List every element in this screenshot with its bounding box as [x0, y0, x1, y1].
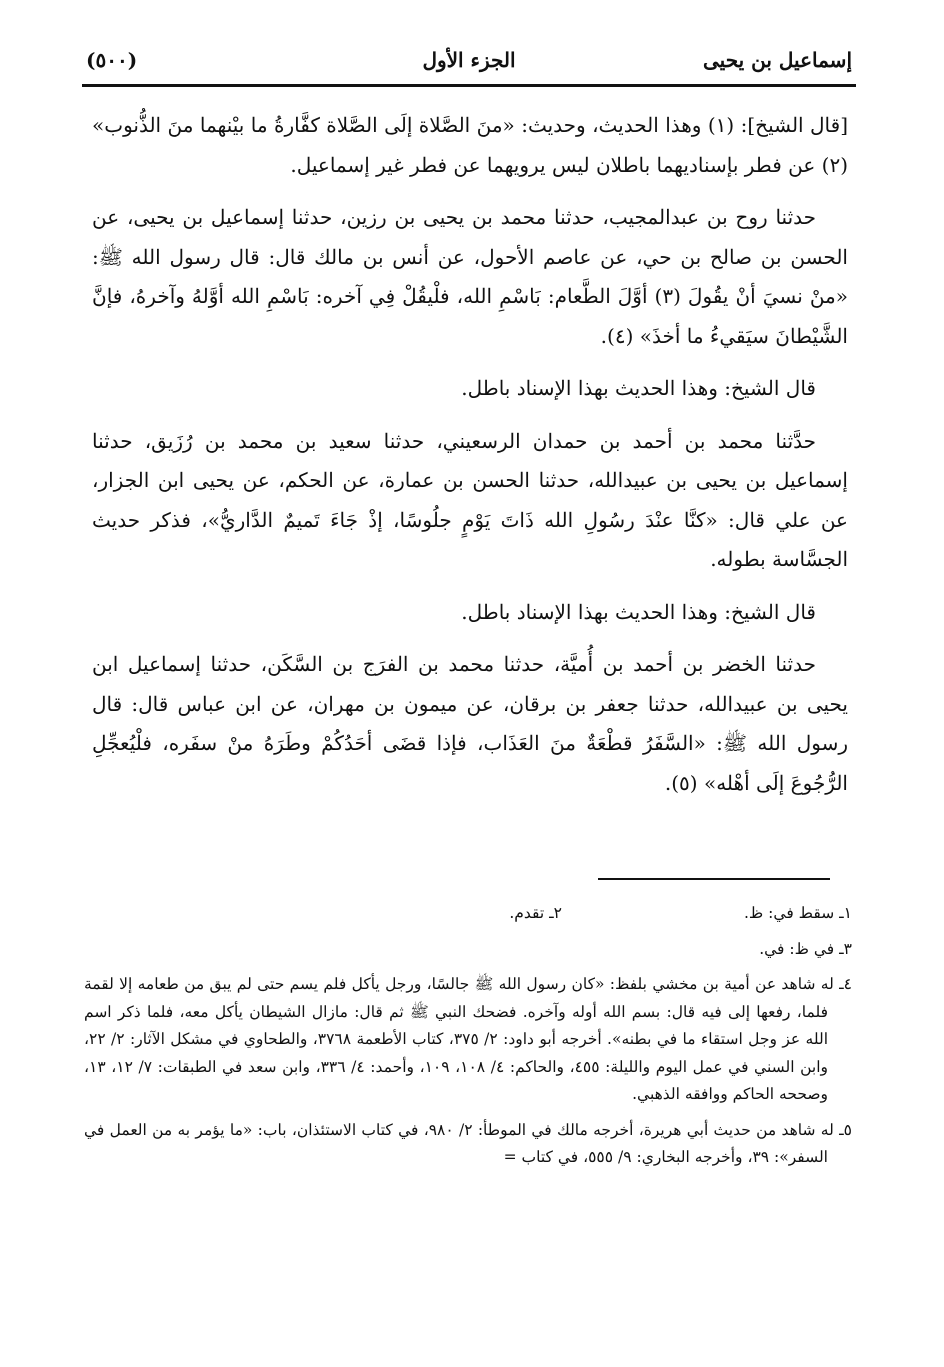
header-volume-title: الجزء الأول [422, 48, 516, 72]
running-header [82, 40, 856, 87]
header-book-title: إسماعيل بن يحيى [703, 48, 852, 72]
footnote: ١ـ سقط في: ظ. [743, 904, 852, 922]
paragraph: قال الشيخ: وهذا الحديث بهذا الإسناد باطل. [461, 376, 816, 400]
footnote-separator [598, 878, 830, 880]
footnote: ٤ـ له شاهد عن أمية بن مخشي بلفظ: «كان رسول الله ﷺ جالسًا، ورجل يأكل فلم يسم حتى لم يبق من طعامه إلا لقمة فلما، رفعها إلى فيه قال: بسم الله أوله وآخره. فضحك النبي ﷺ ثم قال: مازال الشيطان يأكل معه، فلما ذكر اسم الله عز وجل استقاء ما في بطنه». أخرجه أبو داود: ٢/ ٣٧٥، كتاب الأطعمة ٣٧٦٨، والطحاوي في مشكل الآثار: ٢/ ٢٢، وابن السني في عمل اليوم والليلة: ٤٥٥، والحاكم: ٤/ ١٠٨، ١٠٩، وأحمد: ٤/ ٣٣٦، وابن سعد في الطبقات: ٧/ ١٢، ١٣، وصححه الحاكم ووافقه الذهبي. [84, 975, 852, 1103]
footnote: ٣ـ في ظ: في. [759, 939, 852, 958]
page-number: (٥٠٠) [86, 48, 138, 72]
paragraph: حدثنا روح بن عبدالمجيب، حدثنا محمد بن يحيى بن رزين، حدثنا إسماعيل بن يحيى، عن الحسن بن صالح بن حي، عن عاصم الأحول، عن أنس بن مالك قال: قال رسول الله ﷺ: «منْ نسيَ أنْ يقُولَ (٣) أوَّلَ الطَّعام: بَاسْمِ الله، فلْيقُلْ فِي آخره: بَاسْمِ الله أوَّلهُ وآخرهُ، فإنَّ الشَّيْطانَ سيَقيءُ ما أخذَ» (٤). [92, 205, 848, 348]
paragraph: حدثنا الخضر بن أحمد بن أُميَّة، حدثنا محمد بن الفرَج بن السَّكَن، حدثنا إسماعيل ابن يحيى بن عبيدالله، حدثنا جعفر بن برقان، عن ميمون بن مهران، عن ابن عباس قال: قال رسول الله ﷺ: «السَّفَرُ قطْعَةٌ منَ العَذَاب، فإذا قضَى أحَدُكُمْ وطَرَهُ منْ سفَره، فلْيُعجِّلِ الرُّجُوعَ إلَى أهْله» (٥). [92, 652, 848, 795]
footnotes [84, 900, 852, 1180]
paragraph: [قال الشيخ]: (١) وهذا الحديث، وحديث: «منَ الصَّلاة إلَى الصَّلاة كفَّارةُ ما بيْنهما منَ الذُّنوب» (٢) عن فطر بإسناديهما باطلان ليس يرويهما عن فطر غير إسماعيل. [92, 113, 849, 177]
footnote-row [84, 900, 852, 928]
paragraph: حدَّثنا محمد بن أحمد بن حمدان الرسعيني، حدثنا سعيد بن محمد بن رُزَيق، حدثنا إسماعيل بن يحيى بن عبيدالله، حدثنا الحسن بن عمارة، عن الحكم، عن يحيى ابن الجزار، عن علي قال: «كنَّا عنْدَ رسُولِ الله ذَاتَ يَوْمٍ جلُوسًا، إذْ جَاءَ تَميمٌ الدَّاريُّ»، فذكر حديث الجسَّاسة بطوله. [92, 428, 848, 571]
footnote: ٢ـ تقدم. [509, 904, 562, 922]
main-text [92, 106, 848, 816]
footnote: ٥ـ له شاهد من حديث أبي هريرة، أخرجه مالك في الموطأ: ٢/ ٩٨٠، في كتاب الاستئذان، باب: «ما يؤمر به من العمل في السفر»: ٣٩، وأخرجه البخاري: ٩/ ٥٥٥، في كتاب = [84, 1120, 852, 1166]
paragraph: قال الشيخ: وهذا الحديث بهذا الإسناد باطل. [461, 599, 816, 624]
